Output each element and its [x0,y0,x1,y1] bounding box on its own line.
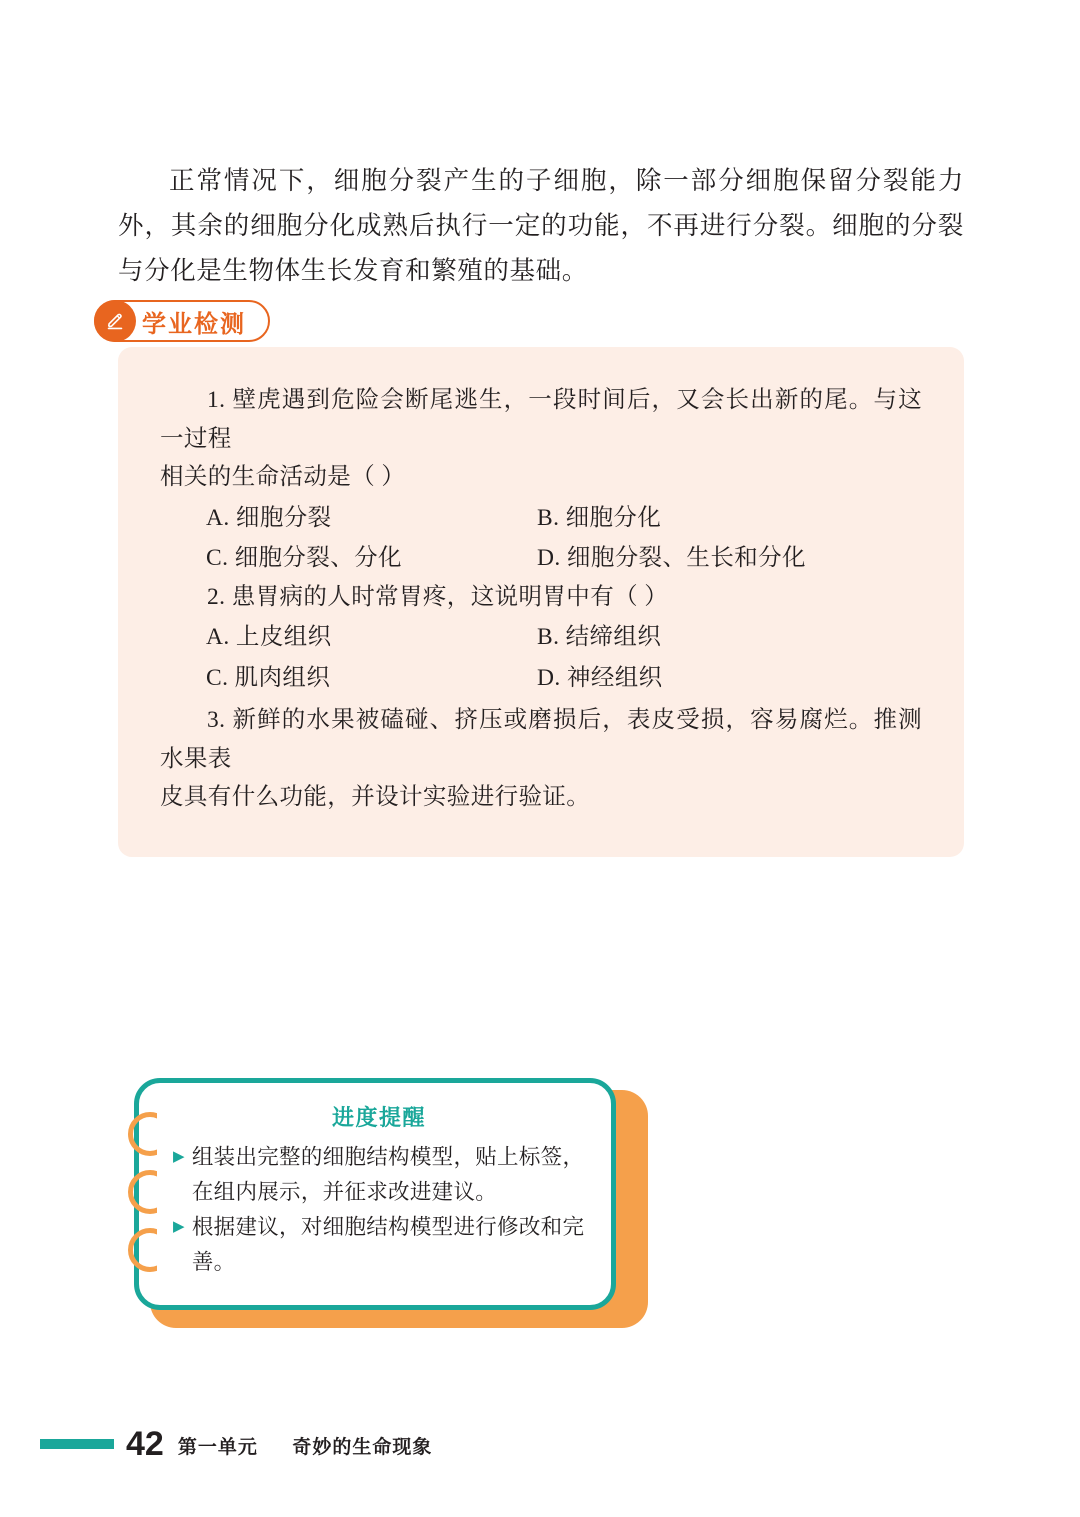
question-1-stem-cont: 相关的生命活动是（ ） [160,464,406,490]
reminder-title: 进度提醒 [331,1105,426,1130]
section-badge [94,300,270,342]
question-1-option-b[interactable]: B. 细胞分化 [537,504,662,531]
reminder-card-body [134,1078,616,1310]
question-2-option-c[interactable]: C. 肌肉组织 [206,664,331,691]
footer-unit [178,1438,433,1461]
reminder-item-2 [173,1210,585,1280]
question-2-option-d[interactable]: D. 神经组织 [537,664,663,691]
page-footer [40,1427,432,1461]
question-1-option-c[interactable]: C. 细胞分裂、分化 [206,545,402,571]
spiral-ring-icon [128,1170,172,1214]
exercise-box [118,347,964,857]
question-1-stem: 1. 壁虎遇到危险会断尾逃生，一段时间后，又会长出新的尾。与这一过程 [160,387,922,452]
question-2-option-b[interactable]: B. 结缔组织 [537,624,662,650]
question-1-options-row-1 [160,499,922,538]
question-2-stem: 2. 患胃病的人时常胃疼，这说明胃中有（ ） [207,583,669,610]
question-1-option-a[interactable]: A. 细胞分裂 [206,504,332,531]
spiral-binding-icon [128,1112,178,1287]
spiral-ring-icon [128,1228,172,1272]
question-3-stem-cont: 皮具有什么功能，并设计实验进行验证。 [160,784,591,810]
reminder-item-1-text: 组装出完整的细胞结构模型，贴上标签，在组内展示，并征求改进建议。 [191,1145,585,1204]
progress-reminder-card [128,1078,648,1330]
question-1-option-d[interactable]: D. 细胞分裂、生长和分化 [537,545,806,571]
triangle-bullet-icon: ▶ [173,1149,185,1165]
intro-paragraph: 正常情况下，细胞分裂产生的子细胞，除一部分细胞保留分裂能力外，其余的细胞分化成熟后执行一定的功能，不再进行分裂。细胞的分裂与分化是生物体生长发育和繁殖的基础。 [118,165,964,285]
reminder-item-2-text: 根据建议，对细胞结构模型进行修改和完善。 [191,1215,585,1274]
question-2-option-a[interactable]: A. 上皮组织 [206,624,332,650]
footer-unit-title: 奇妙的生命现象 [292,1437,433,1458]
question-2-options-row-1 [160,618,922,657]
question-1-options-row-2 [160,539,922,578]
reminder-item-1 [173,1140,585,1210]
footer-unit-label: 第一单元 [177,1437,258,1458]
page-number: 42 [126,1425,164,1463]
pencil-icon [94,300,136,342]
question-3-stem: 3. 新鲜的水果被磕碰、挤压或磨损后，表皮受损，容易腐烂。推测水果表 [160,707,922,772]
footer-rule [40,1439,114,1449]
question-2-options-row-2 [160,659,922,698]
triangle-bullet-icon: ▶ [173,1219,185,1235]
section-badge-label: 学业检测 [142,310,246,338]
spiral-ring-icon [128,1112,172,1156]
